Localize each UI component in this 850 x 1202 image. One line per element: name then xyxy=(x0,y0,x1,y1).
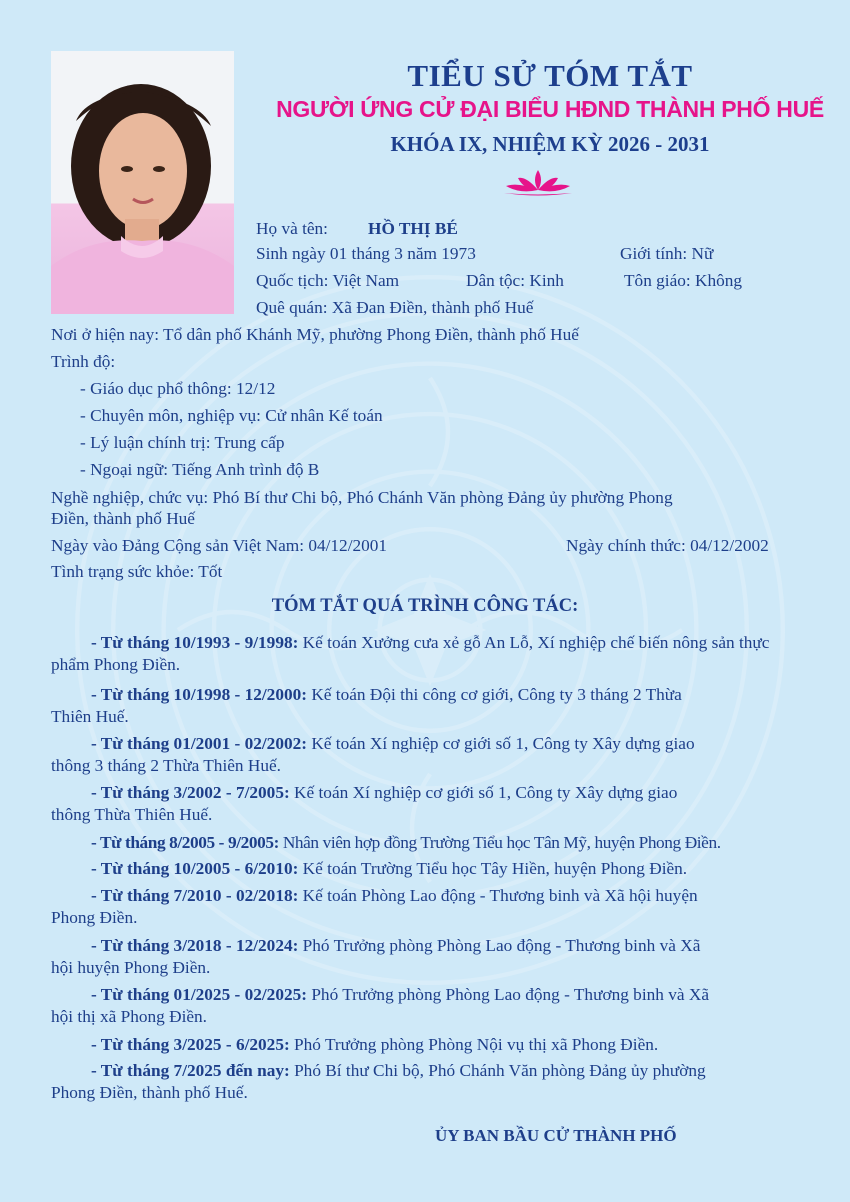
career-entry: - Từ tháng 10/2005 - 6/2010: Kế toán Trường Tiểu học Tây Hiền, huyện Phong Điền. xyxy=(91,859,688,878)
career-entry-continued: Phong Điền, thành phố Huế. xyxy=(51,1083,248,1102)
career-entry: - Từ tháng 10/1993 - 9/1998: Kế toán Xưởng cưa xẻ gỗ An Lỗ, Xí nghiệp chế biến nông sản thực xyxy=(91,633,770,652)
career-entry: - Từ tháng 8/2005 - 9/2005: Nhân viên hợp đồng Trường Tiểu học Tân Mỹ, huyện Phong Điền. xyxy=(91,833,721,852)
career-entry-continued: Thiên Huế. xyxy=(51,707,129,726)
career-entry-continued: Phong Điền. xyxy=(51,908,138,927)
party-join-date: Ngày vào Đảng Cộng sản Việt Nam: 04/12/2001 xyxy=(51,536,388,555)
career-entry: - Từ tháng 10/1998 - 12/2000: Kế toán Đội thi công cơ giới, Công ty 3 tháng 2 Thừa xyxy=(91,685,682,704)
page-subtitle: NGƯỜI ỨNG CỬ ĐẠI BIỂU HĐND THÀNH PHỐ HUẾ xyxy=(276,96,824,122)
hometown: Quê quán: Xã Đan Điền, thành phố Huế xyxy=(256,298,534,317)
ethnicity: Dân tộc: Kinh xyxy=(466,271,564,290)
election-committee-signature: ỦY BAN BẦU CỬ THÀNH PHỐ xyxy=(435,1126,677,1145)
career-entry-continued: hội huyện Phong Điền. xyxy=(51,958,211,977)
career-entry-continued: thông 3 tháng 2 Thừa Thiên Huế. xyxy=(51,756,281,775)
candidate-name: HỒ THỊ BÉ xyxy=(368,219,458,238)
name-label: Họ và tên: xyxy=(256,219,328,238)
lotus-icon xyxy=(500,168,576,198)
term-heading: KHÓA IX, NHIỆM KỲ 2026 - 2031 xyxy=(390,132,710,156)
career-entry: - Từ tháng 3/2025 - 6/2025: Phó Trưởng phòng Phòng Nội vụ thị xã Phong Điền. xyxy=(91,1035,659,1054)
career-entry: - Từ tháng 7/2025 đến nay: Phó Bí thư Chi bộ, Phó Chánh Văn phòng Đảng ủy phường xyxy=(91,1061,706,1080)
career-entry: - Từ tháng 7/2010 - 02/2018: Kế toán Phòng Lao động - Thương binh và Xã hội huyện xyxy=(91,886,698,905)
education-item: - Ngoại ngữ: Tiếng Anh trình độ B xyxy=(80,460,320,479)
health-status: Tình trạng sức khỏe: Tốt xyxy=(51,562,223,581)
party-official-date: Ngày chính thức: 04/12/2002 xyxy=(566,536,769,555)
career-entry: - Từ tháng 01/2001 - 02/2002: Kế toán Xí nghiệp cơ giới số 1, Công ty Xây dựng giao xyxy=(91,734,695,753)
career-section-title: TÓM TẮT QUÁ TRÌNH CÔNG TÁC: xyxy=(271,596,579,616)
career-entry: - Từ tháng 3/2002 - 7/2005: Kế toán Xí nghiệp cơ giới số 1, Công ty Xây dựng giao xyxy=(91,783,678,802)
career-entry-continued: phẩm Phong Điền. xyxy=(51,655,181,674)
religion: Tôn giáo: Không xyxy=(624,271,743,290)
portrait-photo xyxy=(51,51,234,314)
education-label: Trình độ: xyxy=(51,352,116,371)
occupation-continued: Điền, thành phố Huế xyxy=(51,509,195,528)
career-entry-continued: hội thị xã Phong Điền. xyxy=(51,1007,208,1026)
education-item: - Lý luận chính trị: Trung cấp xyxy=(80,433,285,452)
page-title: TIỂU SỬ TÓM TẮT xyxy=(407,58,693,93)
career-entry-continued: thông Thừa Thiên Huế. xyxy=(51,805,213,824)
occupation: Nghề nghiệp, chức vụ: Phó Bí thư Chi bộ, Phó Chánh Văn phòng Đảng ủy phường Phong xyxy=(51,488,673,507)
residence: Nơi ở hiện nay: Tổ dân phố Khánh Mỹ, phường Phong Điền, thành phố Huế xyxy=(51,325,579,344)
career-entry: - Từ tháng 3/2018 - 12/2024: Phó Trưởng phòng Phòng Lao động - Thương binh và Xã xyxy=(91,936,701,955)
education-item: - Chuyên môn, nghiệp vụ: Cử nhân Kế toán xyxy=(80,406,383,425)
gender: Giới tính: Nữ xyxy=(620,244,714,263)
nationality: Quốc tịch: Việt Nam xyxy=(256,271,400,290)
birth-date: Sinh ngày 01 tháng 3 năm 1973 xyxy=(256,244,476,263)
career-entry: - Từ tháng 01/2025 - 02/2025: Phó Trưởng phòng Phòng Lao động - Thương binh và Xã xyxy=(91,985,710,1004)
education-item: - Giáo dục phổ thông: 12/12 xyxy=(80,379,276,398)
